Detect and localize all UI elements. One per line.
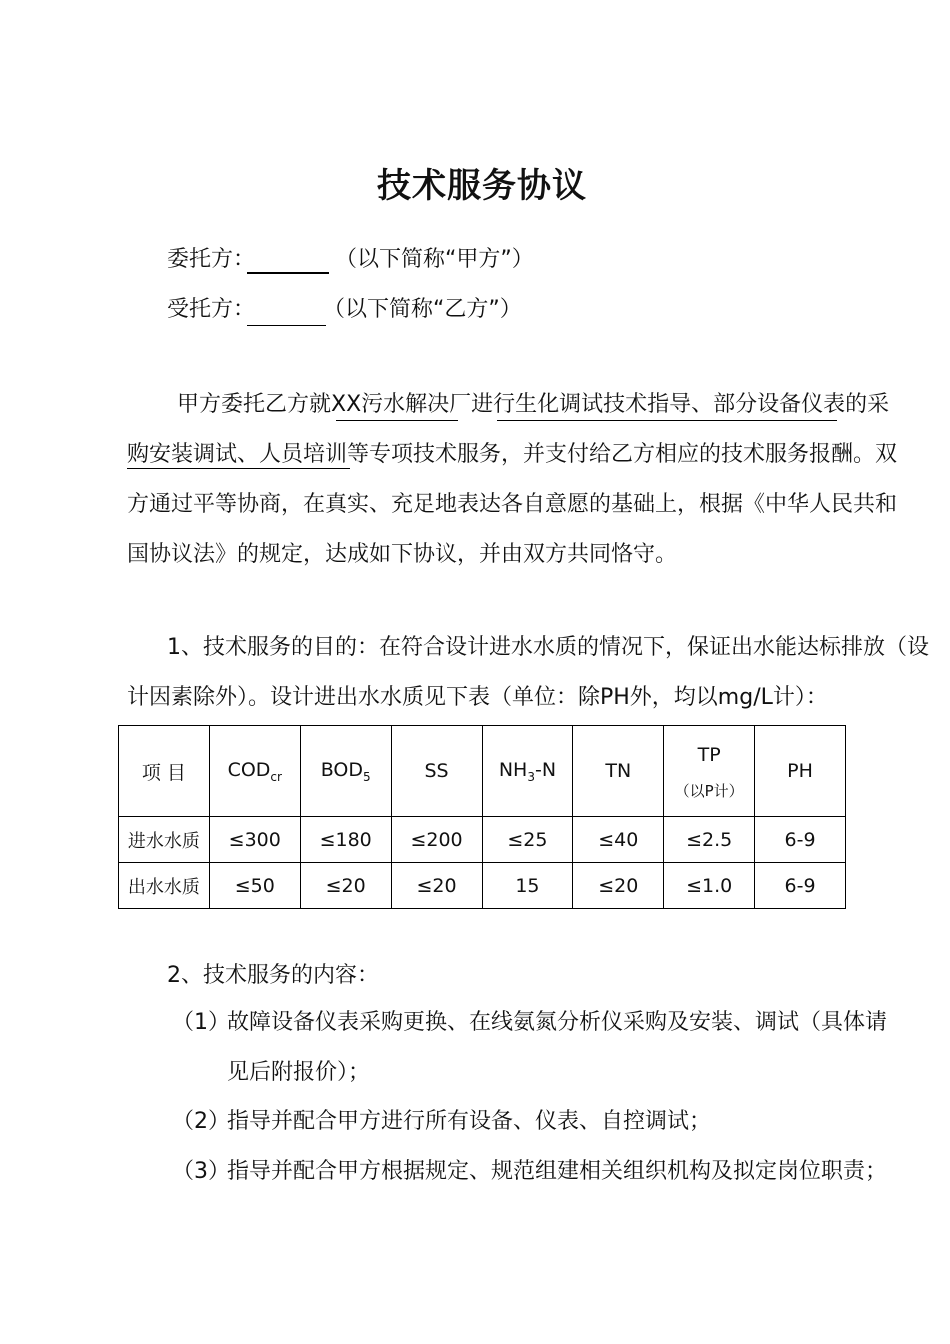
section1-line-1: 1、技术服务的目的：在符合设计进水水质的情况下，保证出水能达标排放（设 bbox=[167, 635, 929, 660]
table-cell: ≤50 bbox=[209, 863, 300, 909]
section2-item-2-num: （2） bbox=[172, 1109, 230, 1134]
intro-line-3: 方通过平等协商，在真实、充足地表达各自意愿的基础上，根据《中华人民共和 bbox=[127, 492, 898, 517]
intro-underline-2 bbox=[127, 468, 350, 469]
section2-item-3-line-1: 指导并配合甲方根据规定、规范组建相关组织机构及拟定岗位职责； bbox=[227, 1159, 888, 1184]
table-cell: ≤20 bbox=[573, 863, 664, 909]
intro-line-1: 甲方委托乙方就XX污水解决厂进行生化调试技术指导、部分设备仪表的采 bbox=[177, 392, 890, 417]
table-cell: ≤300 bbox=[209, 817, 300, 863]
table-cell: ≤20 bbox=[391, 863, 482, 909]
section1-line-2: 计因素除外）。设计进出水水质见下表（单位：除PH外，均以mg/L计）： bbox=[127, 685, 828, 710]
header-bod: $BOD_5$ bbox=[300, 726, 391, 817]
table-row-effluent bbox=[119, 863, 846, 909]
client-note: （以下简称“甲方”） bbox=[335, 247, 534, 272]
water-quality-table bbox=[118, 725, 846, 909]
table-cell: ≤40 bbox=[573, 817, 664, 863]
table-cell: ≤25 bbox=[482, 817, 573, 863]
client-label: 委托方： bbox=[167, 247, 256, 272]
contractor-label: 受托方： bbox=[167, 297, 256, 322]
header-tp: TP （以P计） bbox=[664, 726, 755, 817]
table-cell: 6-9 bbox=[755, 863, 846, 909]
header-nh3n: $NH_3-N$ bbox=[482, 726, 573, 817]
table-cell: ≤180 bbox=[300, 817, 391, 863]
table-row-influent bbox=[119, 817, 846, 863]
table-cell: ≤2.5 bbox=[664, 817, 755, 863]
contractor-note: （以下简称“乙方”） bbox=[323, 297, 522, 322]
intro-line-4: 国协议法》的规定，达成如下协议，并由双方共同恪守。 bbox=[127, 542, 678, 567]
table-cell: ≤1.0 bbox=[664, 863, 755, 909]
table-cell: 6-9 bbox=[755, 817, 846, 863]
header-ph: PH bbox=[755, 726, 846, 817]
contractor-blank-line bbox=[247, 325, 326, 326]
header-tn: TN bbox=[573, 726, 664, 817]
section2-item-2-line-1: 指导并配合甲方进行所有设备、仪表、自控调试； bbox=[227, 1109, 712, 1134]
intro-line-2: 购安装调试、人员培训等专项技术服务，并支付给乙方相应的技术服务报酬。双 bbox=[127, 442, 898, 467]
intro-underline-1a bbox=[336, 420, 458, 421]
header-ss: SS bbox=[391, 726, 482, 817]
section2-item-1-line-2: 见后附报价）； bbox=[227, 1060, 371, 1085]
header-cod: $COD_{cr}$ bbox=[209, 726, 300, 817]
table-cell: ≤20 bbox=[300, 863, 391, 909]
table-header-row bbox=[119, 726, 846, 817]
section2-heading: 2、技术服务的内容： bbox=[167, 963, 379, 988]
row-label: 进水水质 bbox=[119, 817, 210, 863]
intro-underline-1b bbox=[497, 420, 837, 421]
table-cell: 15 bbox=[482, 863, 573, 909]
section2-item-3-num: （3） bbox=[172, 1159, 230, 1184]
client-blank-line bbox=[247, 272, 329, 274]
row-label: 出水水质 bbox=[119, 863, 210, 909]
header-item: 项 目 bbox=[119, 726, 210, 817]
section2-item-1-num: （1） bbox=[172, 1010, 230, 1035]
page-title: 技术服务协议 bbox=[377, 166, 587, 206]
table-cell: ≤200 bbox=[391, 817, 482, 863]
section2-item-1-line-1: 故障设备仪表采购更换、在线氨氮分析仪采购及安装、调试（具体请 bbox=[227, 1010, 888, 1035]
